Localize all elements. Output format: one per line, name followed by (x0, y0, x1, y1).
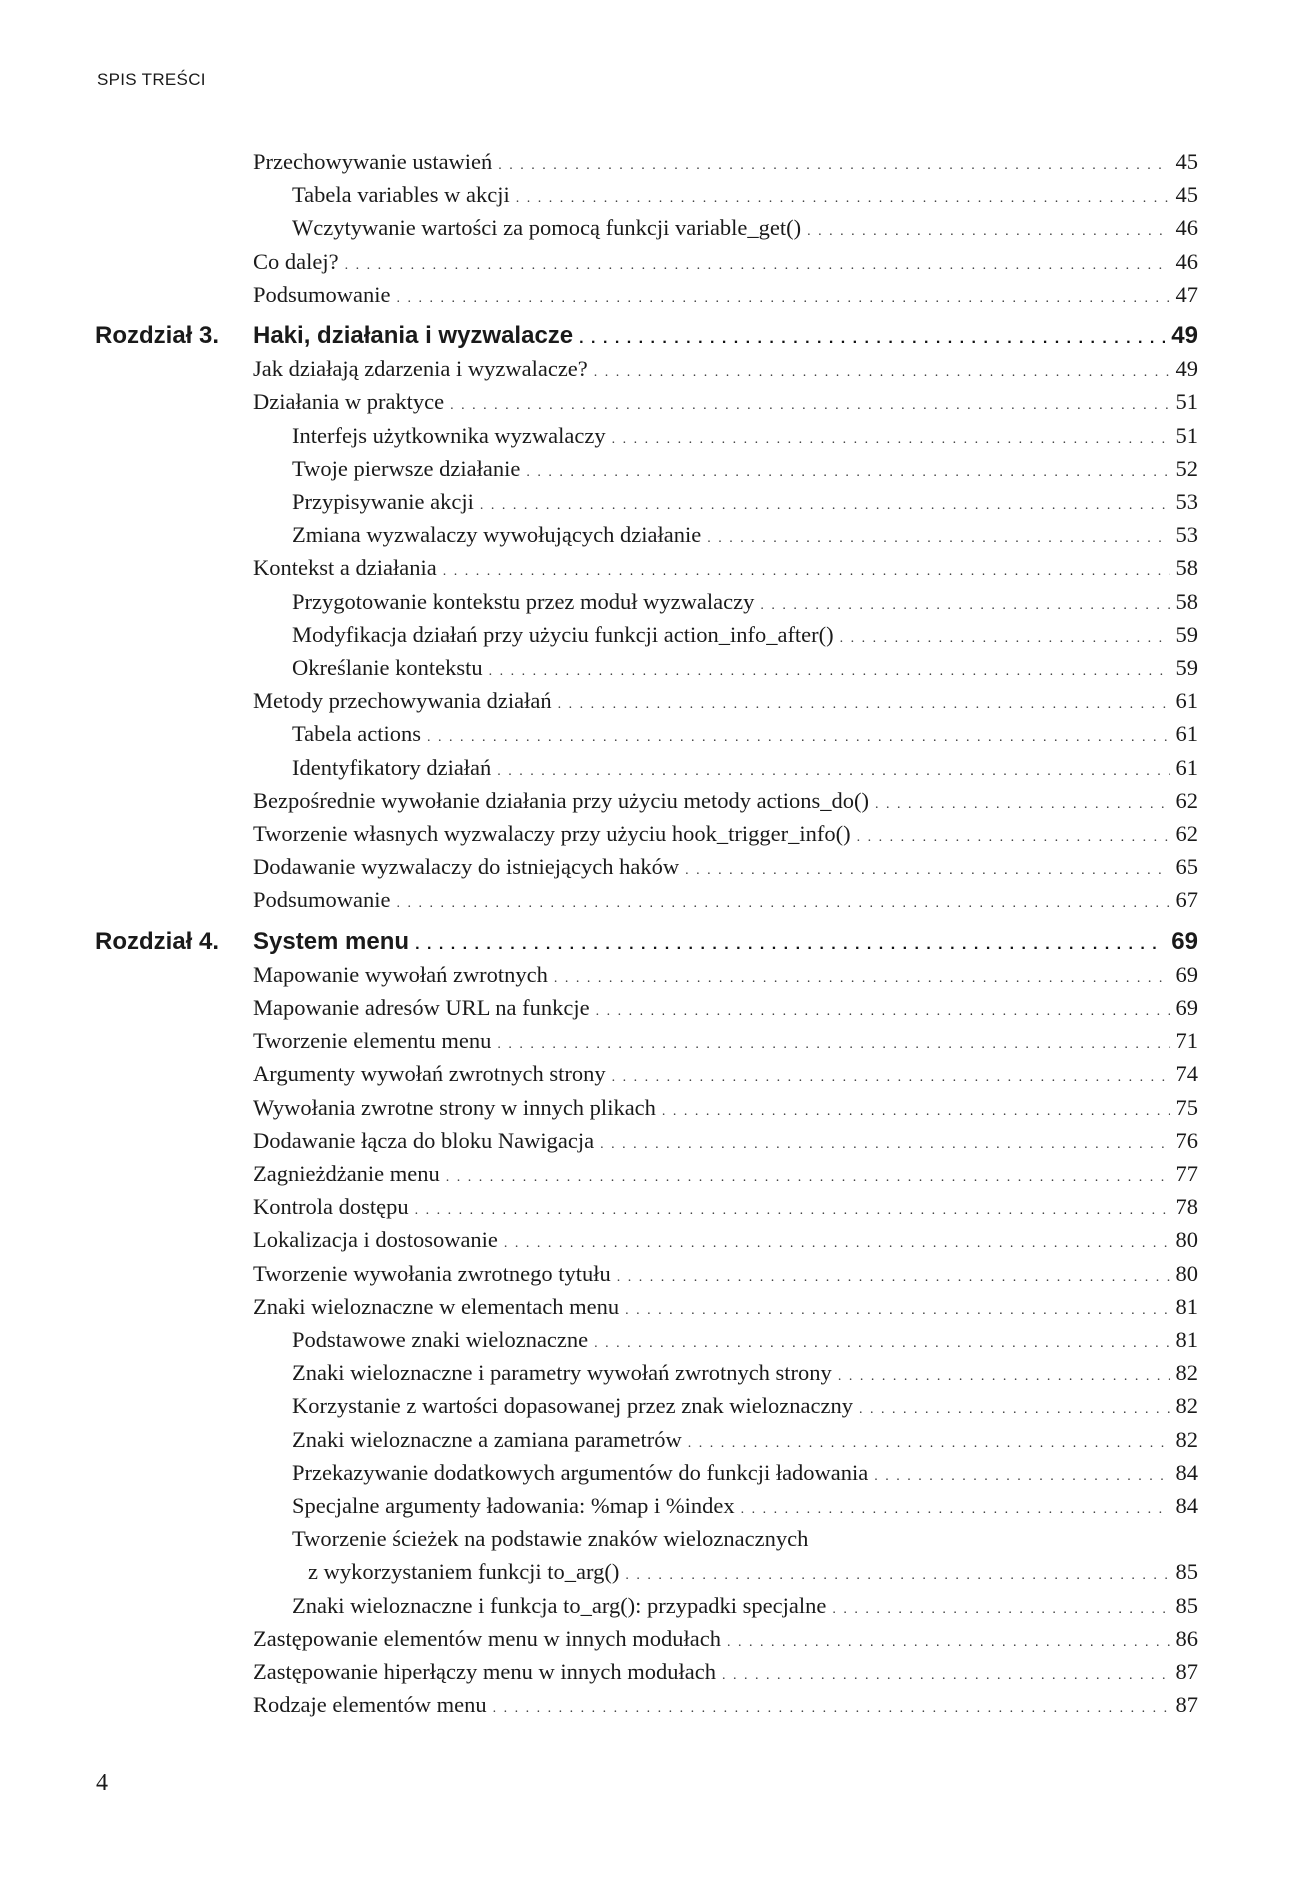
entry-page-number: 61 (1175, 688, 1198, 714)
entry-page-number: 62 (1175, 821, 1198, 846)
page-number: 4 (96, 1770, 108, 1796)
entry-page-number: 82 (1175, 1393, 1198, 1419)
toc-entry (0, 1490, 1292, 1522)
toc-entry (0, 992, 1292, 1024)
entry-title: Zastępowanie elementów menu w innych modułach (253, 1625, 721, 1651)
toc-entry-line (292, 1590, 1198, 1626)
entry-page-number: 59 (1175, 621, 1198, 647)
toc-entry-line (292, 586, 1198, 622)
toc-entry-line (253, 279, 1198, 315)
toc-entry (0, 685, 1292, 717)
toc-entry-line (253, 1224, 1198, 1260)
entry-page-number: 59 (1175, 655, 1198, 680)
dot-leader (480, 490, 1170, 522)
toc-entry (0, 552, 1292, 584)
entry-page-number: 76 (1175, 1127, 1198, 1153)
entry-page-number: 45 (1175, 149, 1198, 174)
toc-entry-line (253, 1191, 1198, 1227)
toc-entry-line (292, 519, 1198, 555)
toc-entry (0, 1424, 1292, 1456)
toc-entry-line (292, 486, 1198, 522)
dot-leader (840, 623, 1170, 655)
toc-entry (0, 212, 1292, 244)
entry-page-number: 51 (1175, 389, 1198, 415)
toc-entry-line (292, 1490, 1198, 1526)
toc-entry-line (292, 420, 1198, 456)
entry-title: Działania w praktyce (253, 389, 445, 415)
entry-title: Zastępowanie hiperłączy menu w innych modułach (253, 1659, 716, 1684)
toc-entry (0, 1357, 1292, 1389)
entry-page-number: 86 (1175, 1625, 1198, 1651)
toc-entry (0, 353, 1292, 385)
entry-title: Kontekst a działania (253, 555, 437, 581)
toc-entry-line (253, 959, 1198, 995)
dot-leader (857, 822, 1170, 854)
toc-entry (0, 1623, 1292, 1655)
entry-title: Interfejs użytkownika wyzwalaczy (292, 422, 606, 448)
entry-page-number: 81 (1175, 1293, 1198, 1319)
dot-leader (600, 1129, 1169, 1161)
toc-entry (0, 1656, 1292, 1688)
toc-entry-line (253, 785, 1198, 821)
entry-page-number: 85 (1175, 1592, 1198, 1618)
entry-page-number: 69 (1175, 961, 1198, 987)
entry-title: Specjalne argumenty ładowania: %map i %index (292, 1493, 735, 1518)
entry-title: Znaki wieloznaczne a zamiana parametrów (292, 1426, 682, 1452)
entry-page-number: 67 (1175, 887, 1198, 913)
entry-page-number: 75 (1175, 1094, 1198, 1120)
entry-page-number: 62 (1175, 787, 1198, 813)
toc-entry-line (253, 1689, 1198, 1725)
toc-entry-line (292, 1324, 1198, 1360)
toc-entry-line (292, 652, 1198, 688)
dot-leader (415, 1195, 1170, 1227)
chapter-heading (0, 924, 1292, 960)
entry-title: Tworzenie własnych wyzwalaczy przy użyciu hook_trigger_info() (253, 821, 851, 846)
chapter-label: Rozdział 4. (95, 927, 220, 955)
entry-page-number: 84 (1175, 1459, 1198, 1485)
entry-title: Twoje pierwsze działanie (292, 455, 521, 481)
toc-entry-line (292, 1523, 814, 1555)
dot-leader (832, 1594, 1169, 1626)
running-header: SPIS TREŚCI (97, 70, 206, 89)
entry-title: Przekazywanie dodatkowych argumentów do funkcji ładowania (292, 1459, 869, 1485)
toc-entry (0, 1224, 1292, 1256)
entry-page-number: 53 (1175, 522, 1198, 548)
toc-entry (0, 486, 1292, 518)
toc-entry (0, 884, 1292, 916)
dot-leader (594, 357, 1170, 389)
dot-leader (415, 927, 1165, 963)
toc-entry (0, 851, 1292, 883)
toc-entry-line (253, 1258, 1198, 1294)
entry-title: Co dalej? (253, 248, 339, 274)
entry-title: Kontrola dostępu (253, 1194, 409, 1220)
toc-entry-line (292, 1424, 1198, 1460)
dot-leader (450, 390, 1169, 422)
dot-leader (617, 1262, 1170, 1294)
toc-entry-line (292, 1357, 1198, 1393)
toc-entry (0, 619, 1292, 651)
entry-page-number: 46 (1175, 215, 1198, 241)
dot-leader (345, 250, 1170, 282)
entry-title: Rodzaje elementów menu (253, 1692, 487, 1718)
toc-entry (0, 959, 1292, 991)
toc-entry (0, 586, 1292, 618)
entry-title: Argumenty wywołań zwrotnych strony (253, 1061, 606, 1087)
toc-entry-line (292, 619, 1198, 655)
toc-entry (0, 420, 1292, 452)
toc-entry (0, 519, 1292, 551)
toc-entry-line (253, 992, 1198, 1028)
dot-leader (397, 283, 1170, 315)
toc-entry-line (253, 386, 1198, 422)
entry-page-number: 87 (1175, 1659, 1198, 1684)
toc-entry (0, 785, 1292, 817)
toc-entry-line (253, 924, 1198, 963)
chapter-heading (0, 318, 1292, 354)
toc-entry (0, 1324, 1292, 1356)
toc-entry (0, 386, 1292, 418)
toc-entry-line (292, 1457, 1198, 1493)
dot-leader (874, 1461, 1169, 1493)
entry-title: Podsumowanie (253, 281, 391, 307)
dot-leader (558, 689, 1170, 721)
toc-entry-line (292, 752, 1198, 788)
entry-page-number: 84 (1175, 1493, 1198, 1518)
dot-leader (625, 1295, 1169, 1327)
entry-title: Tabela actions (292, 721, 421, 747)
entry-page-number: 53 (1175, 489, 1198, 514)
dot-leader (596, 996, 1170, 1028)
toc-entry-line (292, 453, 1198, 489)
toc-entry-line (253, 851, 1198, 887)
dot-leader (625, 1560, 1169, 1592)
entry-page-number: 51 (1175, 422, 1198, 448)
entry-page-number: 87 (1175, 1692, 1198, 1718)
entry-page-number: 58 (1175, 555, 1198, 581)
entry-title: Tworzenie elementu menu (253, 1028, 492, 1054)
entry-page-number: 78 (1175, 1194, 1198, 1220)
toc-entry-line (253, 146, 1198, 182)
entry-title: Dodawanie łącza do bloku Nawigacja (253, 1127, 595, 1153)
toc-entry (0, 1523, 1292, 1555)
entry-page-number: 82 (1175, 1426, 1198, 1452)
entry-title: Mapowanie wywołań zwrotnych (253, 961, 548, 987)
entry-page-number: 82 (1175, 1360, 1198, 1386)
toc-entry-line (253, 1656, 1198, 1692)
toc-entry-line (253, 685, 1198, 721)
entry-title: Jak działają zdarzenia i wyzwalacze? (253, 356, 588, 382)
entry-page-number: 61 (1175, 721, 1198, 747)
entry-title: Podstawowe znaki wieloznaczne (292, 1327, 589, 1352)
entry-title: Wywołania zwrotne strony w innych plikach (253, 1094, 656, 1120)
toc-entry-line (308, 1556, 1198, 1592)
toc-entry-line (253, 818, 1198, 854)
toc-entry (0, 818, 1292, 850)
toc-entry-line (253, 1623, 1198, 1659)
dot-leader (875, 789, 1169, 821)
entry-title: Dodawanie wyzwalaczy do istniejących haków (253, 854, 680, 880)
entry-title: Bezpośrednie wywołanie działania przy użyciu metody actions_do() (253, 787, 870, 813)
toc-entry (0, 279, 1292, 311)
entry-title: System menu (253, 927, 410, 955)
dot-leader (498, 150, 1169, 182)
entry-title: Identyfikatory działań (292, 754, 492, 780)
toc-entry (0, 1689, 1292, 1721)
dot-leader (579, 321, 1165, 357)
dot-leader (497, 1029, 1169, 1061)
toc-entry-line (253, 1125, 1198, 1161)
dot-leader (707, 523, 1169, 555)
dot-leader (741, 1494, 1170, 1526)
toc-entry-line (292, 718, 1198, 754)
entry-title: Mapowanie adresów URL na funkcje (253, 995, 590, 1020)
entry-title: Zagnieżdżanie menu (253, 1161, 440, 1186)
entry-page-number: 69 (1171, 927, 1198, 955)
dot-leader (838, 1361, 1170, 1393)
toc-entry (0, 1158, 1292, 1190)
entry-page-number: 46 (1175, 248, 1198, 274)
toc-entry (0, 453, 1292, 485)
entry-title: Podsumowanie (253, 887, 391, 913)
toc-entry (0, 652, 1292, 684)
dot-leader (727, 1627, 1170, 1659)
toc-entry (0, 1092, 1292, 1124)
toc-entry-line (253, 353, 1198, 389)
dot-leader (594, 1328, 1169, 1360)
dot-leader (526, 457, 1169, 489)
entry-page-number: 74 (1175, 1061, 1198, 1087)
dot-leader (859, 1394, 1170, 1426)
toc-entry (0, 1125, 1292, 1157)
toc-entry-line (253, 1291, 1198, 1327)
toc-entry-line (253, 1025, 1198, 1061)
dot-leader (427, 722, 1170, 754)
toc-entry-line (292, 1390, 1198, 1426)
entry-title: Lokalizacja i dostosowanie (253, 1227, 498, 1253)
dot-leader (489, 656, 1170, 688)
entry-page-number: 49 (1171, 322, 1198, 349)
toc-entry (0, 246, 1292, 278)
toc-entry-line (253, 1058, 1198, 1094)
entry-page-number: 61 (1175, 754, 1198, 780)
dot-leader (612, 424, 1170, 456)
toc-entry (0, 146, 1292, 178)
toc-entry (0, 752, 1292, 784)
toc-entry-line (253, 1092, 1198, 1128)
toc-entry (0, 1556, 1292, 1588)
entry-page-number: 77 (1175, 1161, 1198, 1186)
toc-entry (0, 1191, 1292, 1223)
entry-title: Tworzenie ścieżek na podstawie znaków wieloznacznych (292, 1526, 809, 1552)
toc-entry-line (253, 1158, 1198, 1194)
toc-entry (0, 1457, 1292, 1489)
dot-leader (760, 590, 1169, 622)
toc-entry (0, 179, 1292, 211)
dot-leader (685, 855, 1169, 887)
entry-title: z wykorzystaniem funkcji to_arg() (308, 1559, 620, 1585)
entry-page-number: 69 (1175, 995, 1198, 1020)
entry-page-number: 45 (1175, 182, 1198, 208)
toc-entry (0, 718, 1292, 750)
dot-leader (497, 756, 1169, 788)
entry-title: Haki, działania i wyzwalacze (253, 322, 574, 349)
dot-leader (722, 1660, 1170, 1692)
entry-title: Przypisywanie akcji (292, 489, 474, 514)
chapter-label: Rozdział 3. (95, 322, 220, 349)
entry-page-number: 81 (1175, 1327, 1198, 1352)
entry-title: Znaki wieloznaczne i parametry wywołań zwrotnych strony (292, 1360, 832, 1386)
entry-page-number: 47 (1175, 281, 1198, 307)
entry-page-number: 80 (1175, 1227, 1198, 1253)
dot-leader (493, 1693, 1170, 1725)
entry-title: Znaki wieloznaczne i funkcja to_arg(): przypadki specjalne (292, 1592, 827, 1618)
toc-entry-line (253, 246, 1198, 282)
dot-leader (516, 183, 1170, 215)
toc-entry-line (292, 179, 1198, 215)
entry-title: Przygotowanie kontekstu przez moduł wyzwalaczy (292, 588, 755, 614)
toc-entry-line (253, 552, 1198, 588)
entry-title: Zmiana wyzwalaczy wywołujących działanie (292, 522, 702, 548)
entry-title: Przechowywanie ustawień (253, 149, 493, 174)
toc-entry (0, 1390, 1292, 1422)
entry-page-number: 65 (1175, 854, 1198, 880)
entry-title: Metody przechowywania działań (253, 688, 552, 714)
dot-leader (612, 1062, 1170, 1094)
entry-page-number: 49 (1175, 356, 1198, 382)
dot-leader (688, 1428, 1170, 1460)
toc-entry (0, 1291, 1292, 1323)
entry-title: Korzystanie z wartości dopasowanej przez znak wieloznaczny (292, 1393, 853, 1419)
entry-page-number: 52 (1175, 455, 1198, 481)
entry-page-number: 85 (1175, 1559, 1198, 1585)
toc-entry-line (253, 884, 1198, 920)
dot-leader (443, 556, 1170, 588)
entry-title: Znaki wieloznaczne w elementach menu (253, 1293, 620, 1319)
toc-entry-line (292, 212, 1198, 248)
entry-page-number: 80 (1175, 1260, 1198, 1286)
dot-leader (662, 1096, 1170, 1128)
dot-leader (446, 1162, 1170, 1194)
entry-title: Określanie kontekstu (292, 655, 483, 680)
dot-leader (397, 888, 1170, 920)
dot-leader (807, 216, 1169, 248)
entry-title: Modyfikacja działań przy użyciu funkcji action_info_after() (292, 621, 834, 647)
entry-page-number: 58 (1175, 588, 1198, 614)
entry-title: Wczytywanie wartości za pomocą funkcji variable_get() (292, 215, 802, 241)
dot-leader (504, 1228, 1170, 1260)
toc-entry (0, 1025, 1292, 1057)
entry-page-number: 71 (1175, 1028, 1198, 1054)
toc-entry (0, 1258, 1292, 1290)
dot-leader (554, 963, 1170, 995)
entry-title: Tworzenie wywołania zwrotnego tytułu (253, 1260, 611, 1286)
toc-entry-line (253, 318, 1198, 357)
toc-entry (0, 1590, 1292, 1622)
entry-title: Tabela variables w akcji (292, 182, 510, 208)
toc-entry (0, 1058, 1292, 1090)
